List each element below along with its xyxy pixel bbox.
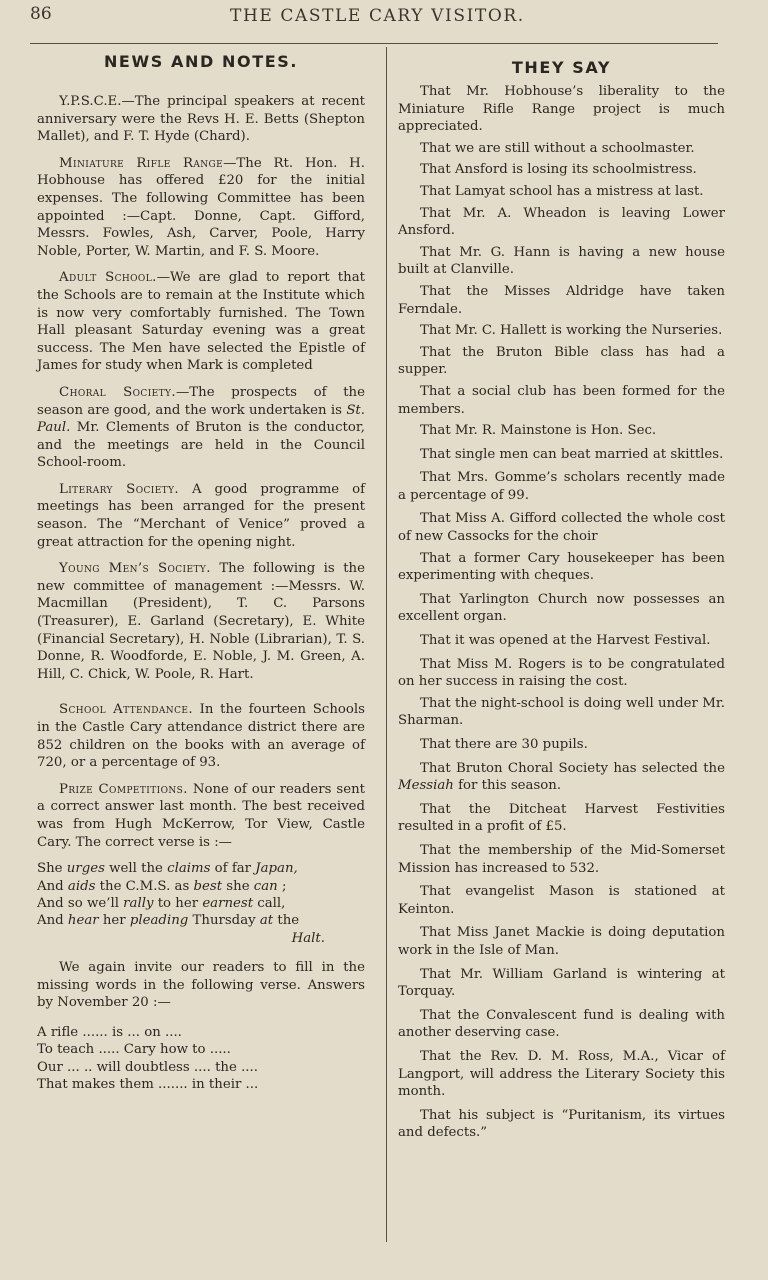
they-say-item: That the Bruton Bible class has had a supper. <box>398 344 725 378</box>
news-and-notes-heading: NEWS AND NOTES. <box>103 52 299 71</box>
they-say-heading: THEY SAY <box>511 58 612 77</box>
they-say-item: That Lamyat school has a mistress at last. <box>420 183 704 199</box>
they-say-item: That Mrs. Gomme’s scholars recently made a percentage of 99. <box>398 470 725 503</box>
they-say-item: That Mr. G. Hann is having a new house built at Clanville. <box>398 244 725 278</box>
verse-line: And aids the C.M.S. as best she can ; <box>37 878 287 894</box>
they-say-item: That Mr. R. Mainstone is Hon. Sec. <box>420 423 657 439</box>
verse-line: And so we’ll rally to her earnest call, <box>37 895 286 911</box>
young-mens-society-paragraph: Young Men’s Society. The following is the new committee of management :—Messrs. W. Macmillan (President), T. C. Parsons (Treasurer), E. Garland (Secretary), E. White (Financial Secretary), H. Noble (Librarian), T. S. Donne, R. Woodforde, E. Noble, J. M. Green, A. Hill, C. Chick, W. Poole, R. Hart. <box>37 561 365 682</box>
they-say-item: That the Misses Aldridge have taken Ferndale. <box>398 283 725 317</box>
they-say-item: That there are 30 pupils. <box>420 737 588 752</box>
they-say-item: That Mr. C. Hallett is working the Nurseries. <box>420 323 723 339</box>
adult-school-paragraph: Adult School.—We are glad to report that the Schools are to remain at the Institute which is now very comfortably furnished. The Town Hall pleasant Saturday evening was a great success. The Men have selected the Epistle of James for study when Mark is completed <box>37 270 365 374</box>
verse-line: And hear her pleading Thursday at the <box>37 913 300 929</box>
choral-society-paragraph: Choral Society.—The prospects of the season are good, and the work undertaken is St. Paul. Mr. Clements of Bruton is the conductor, and the meetings are held in the Council School-room. <box>37 384 365 471</box>
running-head-title: THE CASTLE CARY VISITOR. <box>230 6 525 26</box>
column-rule <box>386 47 387 1242</box>
news-and-notes-column <box>37 50 365 1094</box>
they-say-item: That Mr. William Garland is wintering at Torquay. <box>398 966 725 1000</box>
they-say-item: That Yarlington Church now possesses an excellent organ. <box>398 591 725 625</box>
verse-hang-word: Halt. <box>291 930 325 946</box>
they-say-item: That Miss A. Gifford collected the whole cost of new Cassocks for the choir <box>398 511 725 545</box>
page-number: 86 <box>30 4 52 24</box>
they-say-item: That evangelist Mason is stationed at Keinton. <box>398 884 725 917</box>
they-say-item: That a former Cary housekeeper has been experimenting with cheques. <box>398 550 725 584</box>
they-say-item: That Mr. A. Wheadon is leaving Lower Ansford. <box>398 205 725 239</box>
they-say-item: That Mr. Hobhouse’s liberality to the Miniature Rifle Range project is much appreciated. <box>398 84 725 135</box>
rifle-range-paragraph: Miniature Rifle Range—The Rt. Hon. H. Hobhouse has offered £20 for the initial expenses. The following Committee has been appointed :—Capt. Donne, Capt. Gifford, Messrs. Fowles, Ash, Carver, Poole, Harry Noble, Porter, W. Martin, and F. S. Moore. <box>37 155 365 259</box>
fill-in-line: Our ... .. will doubtless .... the .... <box>37 1059 258 1075</box>
literary-society-paragraph: Literary Society. A good programme of meetings has been arranged for the present season. The “Merchant of Venice” proved a great attraction for the opening night. <box>37 481 366 550</box>
they-say-item: That single men can beat married at skittles. <box>420 446 724 462</box>
ypsce-paragraph: Y.P.S.C.E.—The principal speakers at recent anniversary were the Revs H. E. Betts (Shepton Mallet), and F. T. Hyde (Chard). <box>37 94 365 145</box>
fill-in-verse <box>37 1024 365 1094</box>
they-say-item: That Miss M. Rogers is to be congratulated on her success in raising the cost. <box>398 656 725 690</box>
they-say-item: That it was opened at the Harvest Festival. <box>420 633 711 649</box>
prize-competitions-paragraph: Prize Competitions. None of our readers sent a correct answer last month. The best received was from Hugh McKerrow, Tor View, Castle Cary. The correct verse is :— <box>37 781 365 850</box>
they-say-item: That a social club has been formed for the members. <box>398 383 725 417</box>
they-say-item: That the Rev. D. M. Ross, M.A., Vicar of Langport, will address the Literary Society this month. <box>398 1048 725 1100</box>
verse-line: She urges well the claims of far Japan, <box>37 861 298 877</box>
they-say-item: That the night-school is doing well under Mr. Sharman. <box>398 695 725 729</box>
fill-in-line: A rifle ...... is ... on .... <box>37 1024 182 1040</box>
they-say-column <box>398 50 725 1146</box>
fill-in-line: To teach ..... Cary how to ..... <box>37 1042 231 1058</box>
they-say-item: That Bruton Choral Society has selected the Messiah for this season. <box>398 760 725 794</box>
invite-paragraph: We again invite our readers to fill in the missing words in the following verse. Answers by November 20 :— <box>37 960 365 1011</box>
they-say-item: That his subject is “Puritanism, its virtues and defects.” <box>398 1107 725 1141</box>
they-say-item: That the membership of the Mid-Somerset Mission has increased to 532. <box>398 842 725 876</box>
fill-in-line: That makes them ....... in their ... <box>37 1077 259 1093</box>
they-say-item: That Ansford is losing its schoolmistress. <box>420 162 697 178</box>
header-rule <box>30 43 718 44</box>
they-say-item: That the Convalescent fund is dealing with another deserving case. <box>398 1007 725 1041</box>
they-say-item: That the Ditcheat Harvest Festivities resulted in a profit of £5. <box>398 801 725 835</box>
they-say-item: That Miss Janet Mackie is doing deputation work in the Isle of Man. <box>398 925 725 958</box>
school-attendance-paragraph: School Attendance. In the fourteen Schools in the Castle Cary attendance district there are 852 children on the books with an average of 720, or a percentage of 93. <box>37 702 366 771</box>
correct-verse <box>37 860 365 947</box>
they-say-item: That we are still without a schoolmaster. <box>420 140 695 156</box>
